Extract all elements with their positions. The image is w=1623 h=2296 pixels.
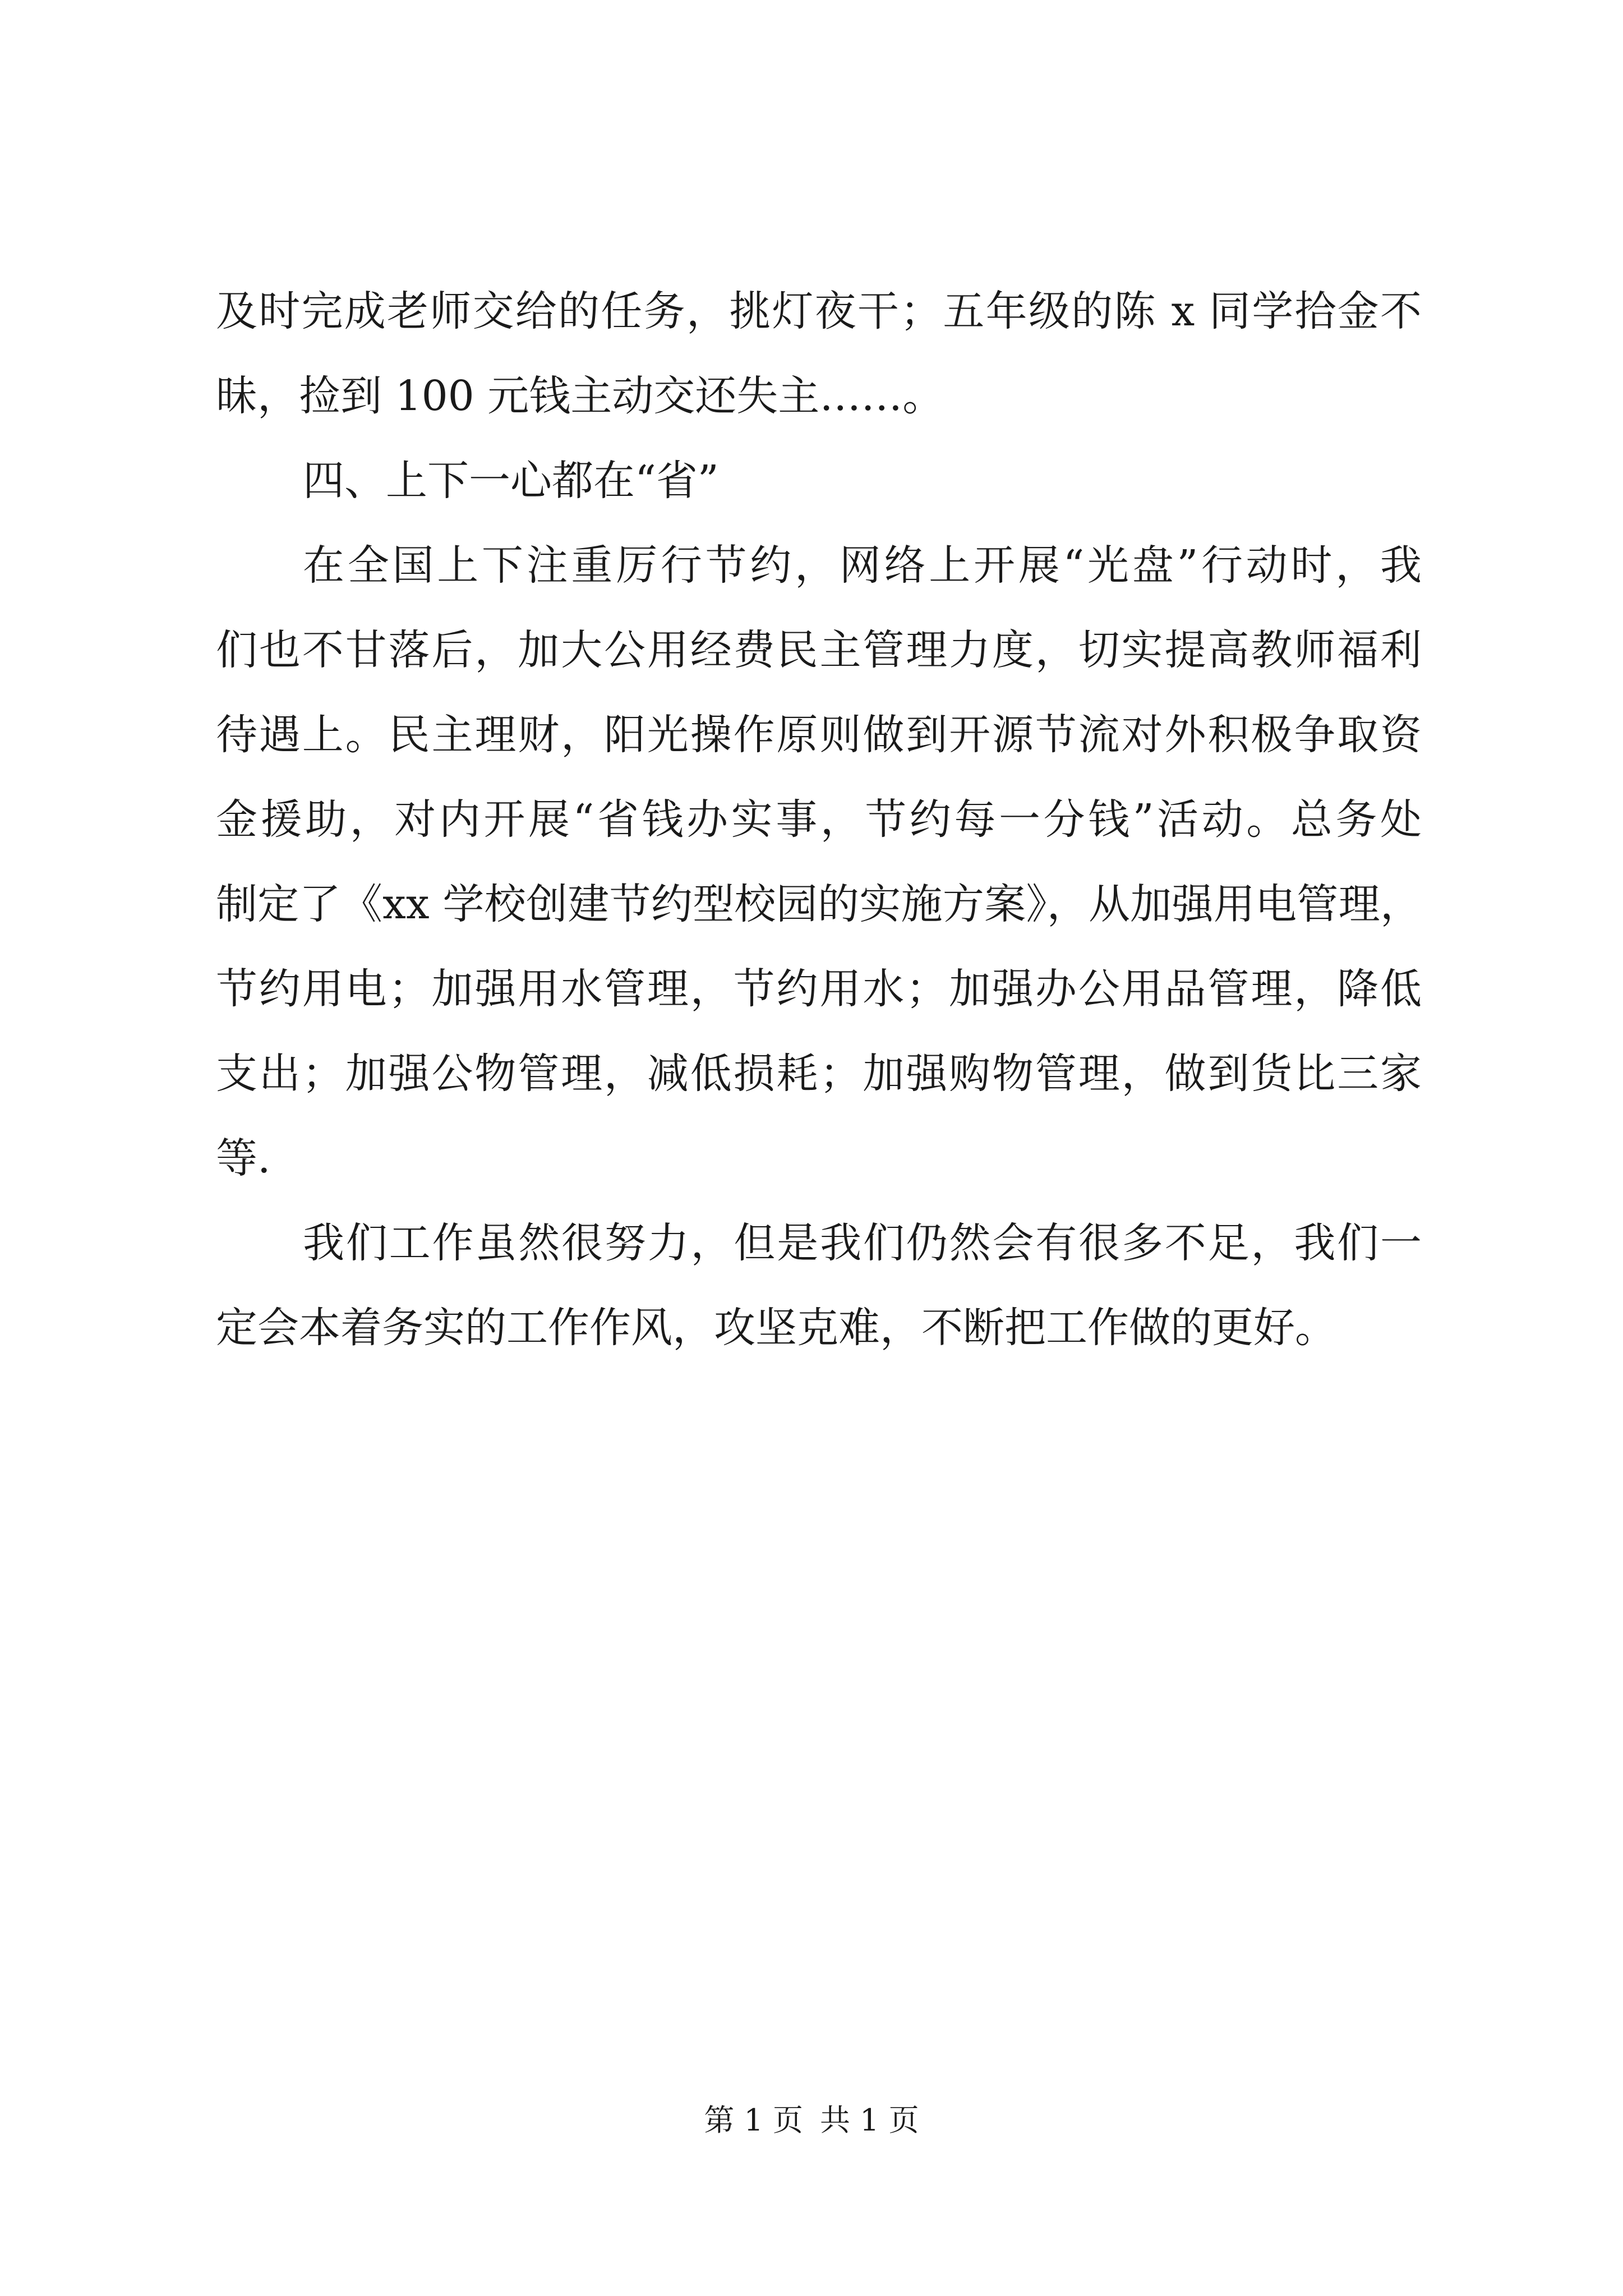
section-heading [216,439,1422,523]
text-line: 支出；加强公物管理，减低损耗；加强购物管理，做到货比三家 [216,1050,1422,1098]
text-line: 金援助，对内开展“省钱办实事，节约每一分钱”活动。总务处 [216,795,1422,844]
text-line: 待遇上。民主理财，阳光操作原则做到开源节流对外积极争取资 [216,711,1422,759]
text-line: 等. [216,1134,271,1182]
paragraph-savings [216,523,1422,1201]
heading-text: 四、上下一心都在“省” [303,457,719,505]
text-line: 及时完成老师交给的任务，挑灯夜干；五年级的陈 x 同学拾金不 [216,287,1422,335]
document-body [216,269,1422,1370]
text-line: 定会本着务实的工作作风，攻坚克难，不断把工作做的更好。 [216,1304,1336,1352]
page-number: 第 1 页 [704,2102,803,2138]
text-line: 在全国上下注重厉行节约，网络上开展“光盘”行动时，我 [303,541,1422,590]
page-total: 共 1 页 [820,2102,919,2138]
text-line: 制定了《xx 学校创建节约型校园的实施方案》，从加强用电管理， [216,880,1422,928]
text-line: 昧，捡到 100 元钱主动交还失主……。 [216,372,944,420]
page-footer [0,2101,1623,2140]
paragraph-conclusion [216,1201,1422,1370]
text-line: 节约用电；加强用水管理，节约用水；加强办公用品管理，降低 [216,965,1422,1013]
text-line: 我们工作虽然很努力，但是我们仍然会有很多不足，我们一 [303,1219,1422,1267]
text-line: 们也不甘落后，加大公用经费民主管理力度，切实提高教师福利 [216,626,1422,674]
paragraph-continuation [216,269,1422,439]
